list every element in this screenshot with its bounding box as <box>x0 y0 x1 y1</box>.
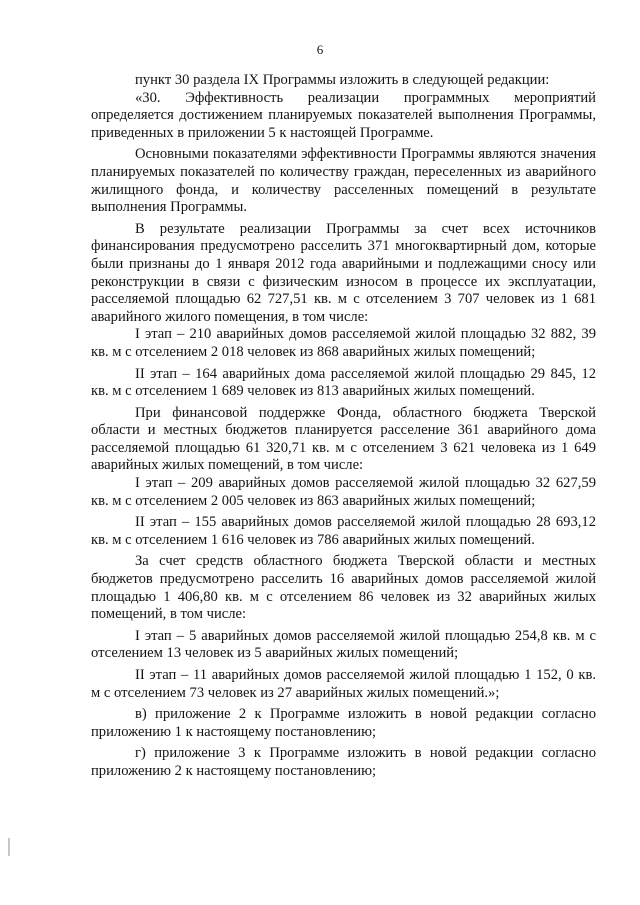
paragraph: I этап – 209 аварийных домов расселяемой жилой площадью 32 627,59 кв. м с отселением 2 005 человек из 863 аварийных жилых помещений; <box>91 475 596 509</box>
paragraph: II этап – 11 аварийных домов расселяемой жилой площадью 1 152, 0 кв. м с отселением 73 человек из 27 аварийных жилых помещений.»; <box>91 667 596 701</box>
paragraph: II этап – 164 аварийных дома расселяемой жилой площадью 29 845, 12 кв. м с отселением 1 689 человек из 813 аварийных жилых помещений. <box>91 365 596 400</box>
paragraph: I этап – 210 аварийных домов расселяемой жилой площадью 32 882, 39 кв. м с отселением 2 018 человек из 868 аварийных жилых помещений; <box>91 326 596 360</box>
paragraph: Основными показателями эффективности Программы являются значения планируемых показателей по количеству граждан, переселенных из аварийного жилищного фонда, и количеству расселенных помещений в результате выполнения Программы. <box>91 146 596 216</box>
paragraph: «30. Эффективность реализации программных мероприятий определяется достижением планируемых показателей выполнения Программы, приведенных в приложении 5 к настоящей Программе. <box>91 89 596 141</box>
scan-margin-mark <box>8 838 10 856</box>
paragraph: г) приложение 3 к Программе изложить в новой редакции согласно приложению 2 к настоящему постановлению; <box>91 745 596 779</box>
document-body <box>91 72 596 781</box>
paragraph: в) приложение 2 к Программе изложить в новой редакции согласно приложению 1 к настоящему постановлению; <box>91 706 596 740</box>
paragraph: пункт 30 раздела IX Программы изложить в следующей редакции: <box>135 72 550 88</box>
page-number: 6 <box>316 42 324 57</box>
paragraph: При финансовой поддержке Фонда, областного бюджета Тверской области и местных бюджетов планируется расселение 361 аварийного дома расселяемой площадью 61 320,71 кв. м с отселением 3 621 человека из 1 649 аварийных жилых помещений, в том числе: <box>91 404 596 474</box>
paragraph: За счет средств областного бюджета Тверской области и местных бюджетов предусмотрено расселить 16 аварийных домов расселяемой жилой площадью 1 406,80 кв. м с отселением 86 человек из 32 аварийных жилых помещений, в том числе: <box>91 553 596 623</box>
paragraph: II этап – 155 аварийных домов расселяемой жилой площадью 28 693,12 кв. м с отселением 1 616 человек из 786 аварийных жилых помещений. <box>91 514 596 548</box>
paragraph: I этап – 5 аварийных домов расселяемой жилой площадью 254,8 кв. м с отселением 13 человек из 5 аварийных жилых помещений; <box>91 627 596 662</box>
paragraph: В результате реализации Программы за счет всех источников финансирования предусмотрено расселить 371 многоквартирный дом, которые были признаны до 1 января 2012 года аварийными и подлежащими сносу или реконструкции в связи с физическим износом в процессе их эксплуатации, расселяемой площадью 62 727,51 кв. м с отселением 3 707 человек из 1 681 аварийного жилого помещения, в том числе: <box>91 220 596 325</box>
